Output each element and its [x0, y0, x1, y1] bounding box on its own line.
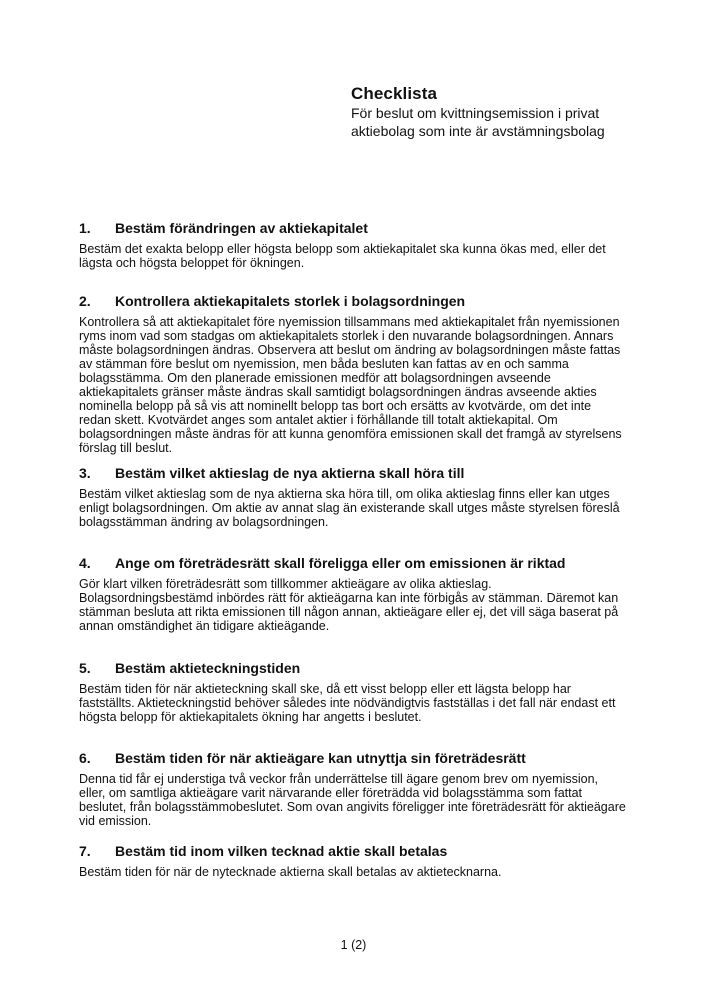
section-2-heading [79, 293, 626, 310]
section-7-number: 7. [79, 843, 91, 859]
section-4-number: 4. [79, 555, 91, 571]
section-3-heading [79, 465, 626, 482]
section-4-heading [79, 555, 626, 572]
section-7-heading-text: Bestäm tid inom vilken tecknad aktie skall betalas [115, 843, 448, 859]
document-subtitle-line-1: För beslut om kvittningsemission i privat [351, 105, 600, 121]
section-2-number: 2. [79, 293, 91, 309]
document-header [351, 83, 671, 140]
document-subtitle-line-2: aktiebolag som inte är avstämningsbolag [351, 123, 605, 139]
section-6-heading-text: Bestäm tiden för när aktieägare kan utnyttja sin företrädesrätt [115, 750, 526, 766]
section-3 [79, 465, 626, 529]
section-4-heading-text: Ange om företrädesrätt skall föreligga eller om emissionen är riktad [115, 555, 566, 571]
section-6-body: Denna tid får ej understiga två veckor från underrättelse till ägare genom brev om nyemission, eller, om samtliga aktieägare varit närvarande eller företrädda vid bolagsstämma som fattat beslutet, från bolagsstämmobeslutet. Som ovan angivits föreligger inte företrädesrätt för aktieägare vid emission. [79, 772, 626, 828]
section-4 [79, 555, 626, 633]
section-3-body: Bestäm vilket aktieslag som de nya aktierna ska höra till, om olika aktieslag finns eller kan utges enligt bolagsordningen. Om aktie av annat slag än existerande skall utges måste styrelsen föreslå bolagsstämman ändring av bolagsordningen. [79, 487, 620, 529]
section-1-heading-text: Bestäm förändringen av aktiekapitalet [115, 220, 368, 236]
section-1-body: Bestäm det exakta belopp eller högsta belopp som aktiekapitalet ska kunna ökas med, eller det lägsta och högsta beloppet för ökningen. [79, 242, 606, 270]
section-7-body: Bestäm tiden för när de nytecknade aktierna skall betalas av aktietecknarna. [79, 865, 502, 879]
section-5-body: Bestäm tiden för när aktieteckning skall ske, då ett visst belopp eller ett lägsta belopp har fastställts. Aktieteckningstid behöver således inte nödvändigtvis fastställas i det fall när endast ett högsta belopp för aktiekapitalets ökning har angetts i beslutet. [79, 682, 616, 724]
section-1 [79, 220, 626, 270]
section-1-number: 1. [79, 220, 91, 236]
section-6-heading [79, 750, 626, 767]
section-2-heading-text: Kontrollera aktiekapitalets storlek i bolagsordningen [115, 293, 466, 309]
section-6-number: 6. [79, 750, 91, 766]
section-5-heading-text: Bestäm aktieteckningstiden [115, 660, 301, 676]
section-2-body: Kontrollera så att aktiekapitalet före nyemission tillsammans med aktiekapitalet från nyemissionen ryms inom vad som stadgas om aktiekapitalets storlek i den nuvarande bolagsordningen. Annars måste bolagsordningen ändras. Observera att beslut om ändring av bolagsordningen måste fattas av stämman före beslut om nyemission, men båda besluten kan fattas av en och samma bolagsstämma. Om den planerade emissionen medför att bolagsordningen avseende aktiekapitalets gränser måste ändras skall samtidigt bolagsordningen ändras avseende akties nominella belopp på så vis att nominellt belopp tas bort och ersätts av kvotvärde, om det inte redan skett. Kvotvärdet anges som antalet aktier i förhållande till totalt aktiekapital. Om bolagsordningen måste ändras för att kunna genomföra emissionen skall det framgå av styrelsens förslag till beslut. [79, 315, 622, 455]
section-5 [79, 660, 626, 724]
section-7 [79, 843, 626, 879]
page-number: 1 (2) [340, 938, 367, 952]
section-2 [79, 293, 626, 455]
section-5-number: 5. [79, 660, 91, 676]
section-1-heading [79, 220, 626, 237]
section-3-heading-text: Bestäm vilket aktieslag de nya aktierna skall höra till [115, 465, 465, 481]
document-title: Checklista [351, 84, 438, 103]
section-5-heading [79, 660, 626, 677]
section-3-number: 3. [79, 465, 91, 481]
section-4-body: Gör klart vilken företrädesrätt som tillkommer aktieägare av olika aktieslag. Bolagsordningsbestämd inbördes rätt för aktieägarna kan inte förbigås av stämman. Däremot kan stämman besluta att rikta emissionen till någon annan, aktieägare eller ej, det vill säga baserat på annan omständighet än tidigare aktieägande. [79, 577, 619, 633]
section-6 [79, 750, 626, 828]
section-7-heading [79, 843, 626, 860]
